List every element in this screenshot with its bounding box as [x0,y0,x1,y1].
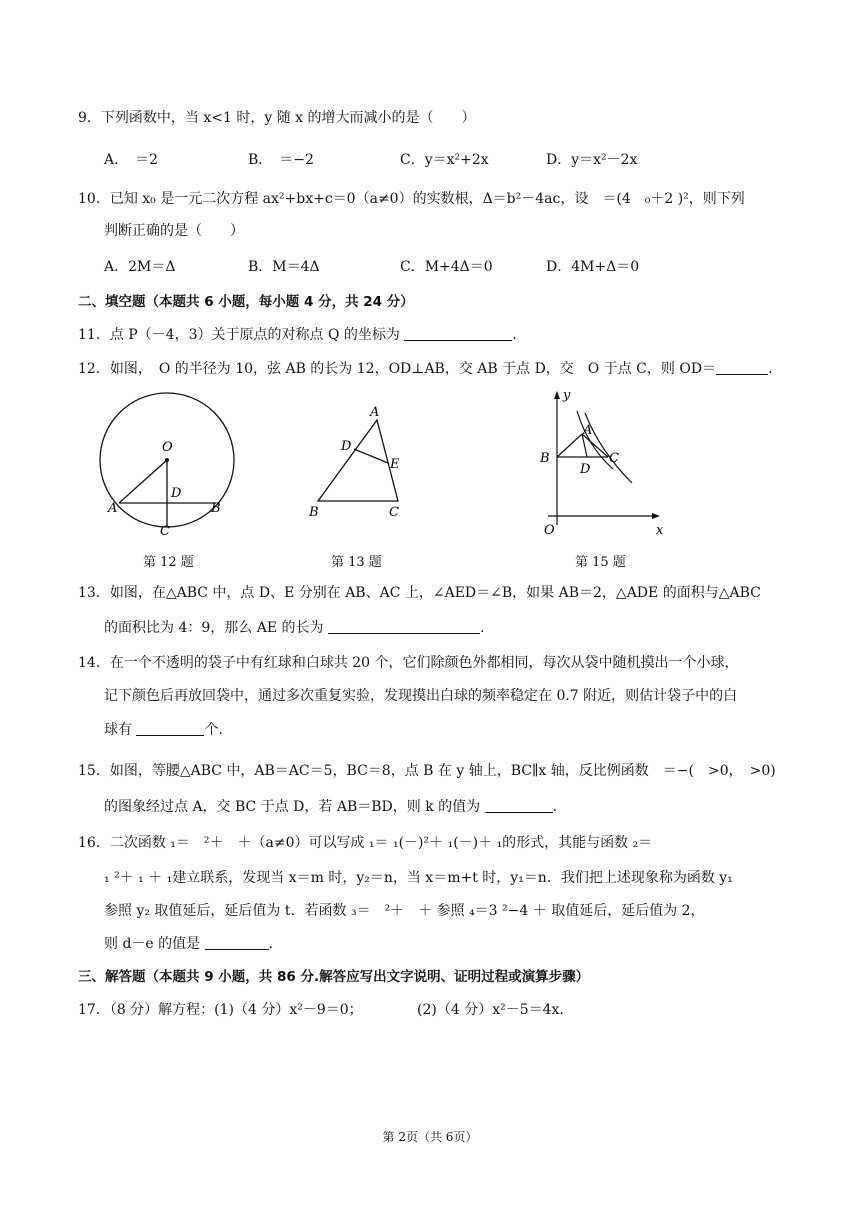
fig13-label-d: D [341,439,352,454]
q11-text: 11．点 P（－4，3）关于原点的对称点 Q 的坐标为 [78,327,400,343]
q14-line1: 14．在一个不透明的袋子中有红球和白球共 20 个，它们除颜色外都相同，每次从袋中随机摸出一个小球， [78,655,739,671]
fig13-label-e: E [390,457,400,472]
fig15-y-arrow [554,391,560,399]
q11 [78,325,517,345]
fig12-center-dot [165,458,169,462]
q10-option-a: A．2M＝Δ [104,259,176,275]
q9-option-c: C．y＝x²+2x [400,152,489,168]
q14-line3-text: 球有 [104,722,132,738]
fig13-triangle-abc [318,420,398,501]
fig13-label-c: C [389,505,399,520]
q9-stem: 9．下列函数中，当 x<1 时，y 随 x 的增大而减小的是（ ） [78,110,476,126]
fig15-line-ba [557,434,582,457]
fig13-label-a: A [370,405,380,420]
fig15-hyperbola [577,411,613,469]
fig12-label-a: A [108,501,118,516]
q10-stem-line1: 10．已知 x₀ 是一元二次方程 ax²+bx+c＝0（a≠0）的实数根，Δ＝b²－4ac，设 ＝(4 ₀＋2 )²，则下列 [78,191,745,207]
q15-line1: 15．如图，等腰△ABC 中，AB＝AC＝5，BC＝8，点 B 在 y 轴上，BC∥x 轴，反比例函数 ＝−( >0， >0) [78,763,776,779]
q13-answer-blank[interactable] [328,619,480,634]
q12-end: . [768,361,773,377]
caption-fig15: 第 15 题 [575,555,626,570]
q16-answer-blank[interactable] [205,935,269,950]
fig15-label-b: B [540,451,550,466]
fig15-label-d: D [580,462,591,477]
fig15-label-y: y [563,388,571,403]
caption-fig12: 第 12 题 [143,555,194,570]
q14-line3 [104,720,223,740]
fig15-label-o: O [544,523,555,538]
figures-row [0,385,860,545]
q9-option-b: B． ＝−2 [248,152,314,168]
fig12-label-c: C [160,524,170,539]
fig12-label-b: B [211,501,221,516]
q13-end: . [479,620,485,636]
q12-text: 12．如图， O 的半径为 10，弦 AB 的长为 12，OD⊥AB，交 AB 于点 D，交 O 于点 C，则 OD＝ [78,361,717,377]
q9-option-d: D．y＝x²－2x [546,152,638,168]
q14-end: 个. [204,722,223,738]
q10-option-b: B．M＝4Δ [248,259,320,275]
q16-end: . [268,936,274,952]
q15-answer-blank[interactable] [485,798,553,813]
figure-13 [308,405,400,520]
q10-option-d: D．4M+Δ＝0 [546,259,640,275]
q15-line2-text: 的图象经过点 A，交 BC 于点 D，若 AB＝BD，则 k 的值为 [104,799,481,815]
q12 [78,359,773,379]
q17-part1: 17．（8 分）解方程：(1)（4 分）x²－9＝0； [78,1002,363,1018]
q14-line2: 记下颜色后再放回袋中，通过多次重复实验，发现摸出白球的频率稳定在 0.7 附近，则估计袋子中的白 [104,688,738,704]
fig15-label-a: A [583,423,593,438]
fig13-line-de [354,449,388,463]
q16-line4 [104,934,273,954]
section-3-heading: 三、解答题（本题共 9 小题，共 86 分.解答应写出文字说明、证明过程或演算步骤） [78,969,590,985]
section-2-heading: 二、填空题（本题共 6 小题，每小题 4 分，共 24 分） [78,294,414,310]
q16-line4-text: 则 d－e 的值是 [104,936,201,952]
page-footer: 第 2页（共 6页） [382,1130,478,1144]
q14-answer-blank[interactable] [136,721,204,736]
fig15-label-x: x [656,523,664,538]
q11-answer-blank[interactable] [404,326,512,341]
q13-line2 [104,618,484,638]
q17-part2: (2)（4 分）x²－5＝4x. [417,1002,564,1018]
fig12-label-o: O [162,440,173,455]
fig15-label-c: C [609,451,619,466]
q13-line2-text: 的面积比为 4：9，那么 AE 的长为 [104,620,324,636]
caption-fig13: 第 13 题 [331,555,382,570]
fig12-label-d: D [171,486,182,501]
figure-12 [100,393,234,539]
q15-line2 [104,797,557,817]
fig13-label-b: B [309,505,319,520]
q11-end: . [512,327,517,343]
q10-stem-line2: 判断正确的是（ ） [104,223,244,239]
q16-line3: 参照 y₂ 取值延后，延后值为 t．若函数 ₃＝ ²＋ ＋ 参照 ₄＝3 ²−4 ＋ 取值延后，延后值为 2， [104,903,705,919]
figure-15 [539,388,664,538]
q16-line2: ₁ ²＋ ₁ ＋ ₁建立联系，发现当 x＝m 时，y₂＝n，当 x＝m+t 时，y₁＝n．我们把上述现象称为函数 y₁ [104,870,733,886]
fig15-x-arrow [652,513,660,519]
q10-option-c: C．M+4Δ＝0 [400,259,493,275]
q13-line1: 13．如图，在△ABC 中，点 D、E 分别在 AB、AC 上，∠AED＝∠B，如果 AB＝2，△ADE 的面积与△ABC [78,585,761,601]
q15-end: . [552,799,558,815]
fig12-radius-oa [119,460,167,503]
q16-line1: 16．二次函数 ₁＝ ²＋ ＋（a≠0）可以写成 ₁＝ ₁(－)²＋ ₁(－)＋ ₁的形式，其能与函数 ₂＝ [78,835,653,851]
q12-answer-blank[interactable] [716,360,768,375]
q9-option-a: A． ＝2 [104,152,159,168]
